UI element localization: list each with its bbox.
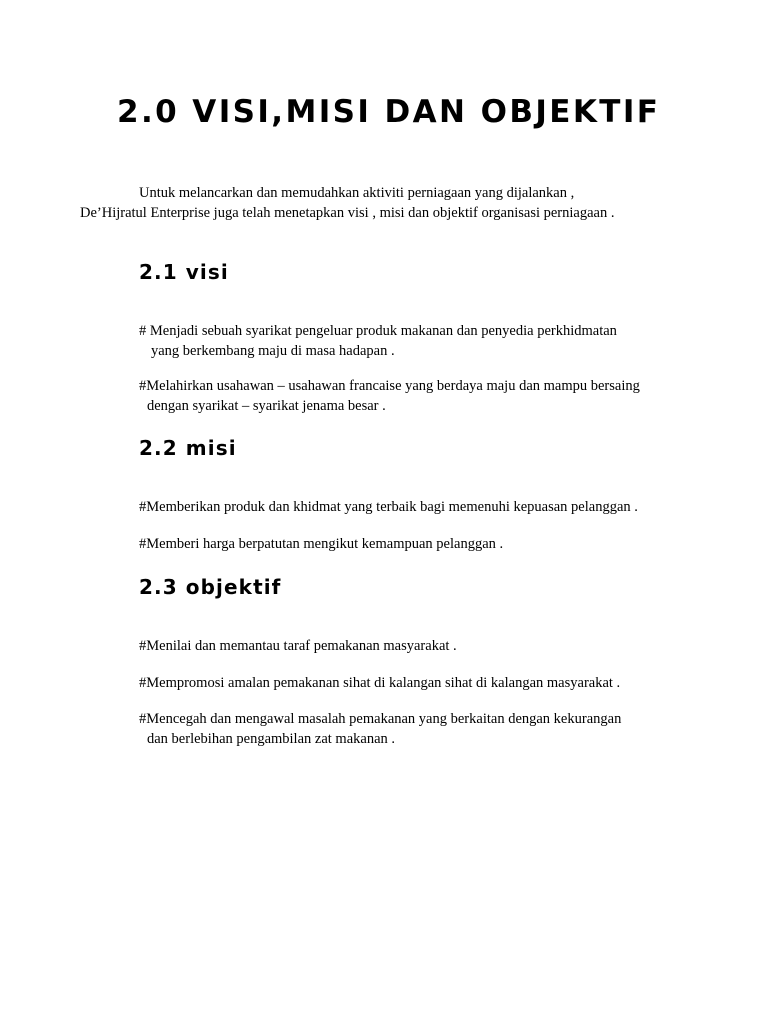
item-line: #Melahirkan usahawan – usahawan francaise yang berdaya maju dan mampu bersaing — [139, 378, 640, 394]
item-line: # Menjadi sebuah syarikat pengeluar produk makanan dan penyedia perkhidmatan — [139, 323, 617, 339]
item-line: dengan syarikat – syarikat jenama besar . — [147, 398, 386, 414]
visi-item — [139, 321, 699, 361]
section-heading-misi: 2.2 misi — [139, 436, 237, 460]
item-line: #Mempromosi amalan pemakanan sihat di kalangan sihat di kalangan masyarakat . — [139, 675, 621, 691]
page-title: 2.0 VISI,MISI DAN OBJEKTIF — [117, 94, 661, 130]
section-heading-visi: 2.1 visi — [139, 260, 229, 284]
objektif-item — [139, 636, 699, 656]
item-line: dan berlebihan pengambilan zat makanan . — [147, 731, 396, 747]
intro-line: Untuk melancarkan dan memudahkan aktiviti perniagaan yang dijalankan , — [139, 185, 575, 201]
intro-paragraph — [80, 183, 720, 223]
section-heading-objektif: 2.3 objektif — [139, 575, 282, 599]
item-line: #Mencegah dan mengawal masalah pemakanan yang berkaitan dengan kekurangan — [139, 711, 622, 727]
misi-item — [139, 534, 699, 554]
objektif-item — [139, 673, 699, 693]
intro-line: De’Hijratul Enterprise juga telah menetapkan visi , misi dan objektif organisasi perniagaan . — [80, 205, 615, 221]
objektif-item — [139, 709, 699, 749]
misi-item — [139, 497, 699, 517]
item-line: yang berkembang maju di masa hadapan . — [151, 343, 395, 359]
visi-item — [139, 376, 699, 416]
item-line: #Memberi harga berpatutan mengikut kemampuan pelanggan . — [139, 536, 504, 552]
item-line: #Menilai dan memantau taraf pemakanan masyarakat . — [139, 638, 457, 654]
item-line: #Memberikan produk dan khidmat yang terbaik bagi memenuhi kepuasan pelanggan . — [139, 499, 638, 515]
